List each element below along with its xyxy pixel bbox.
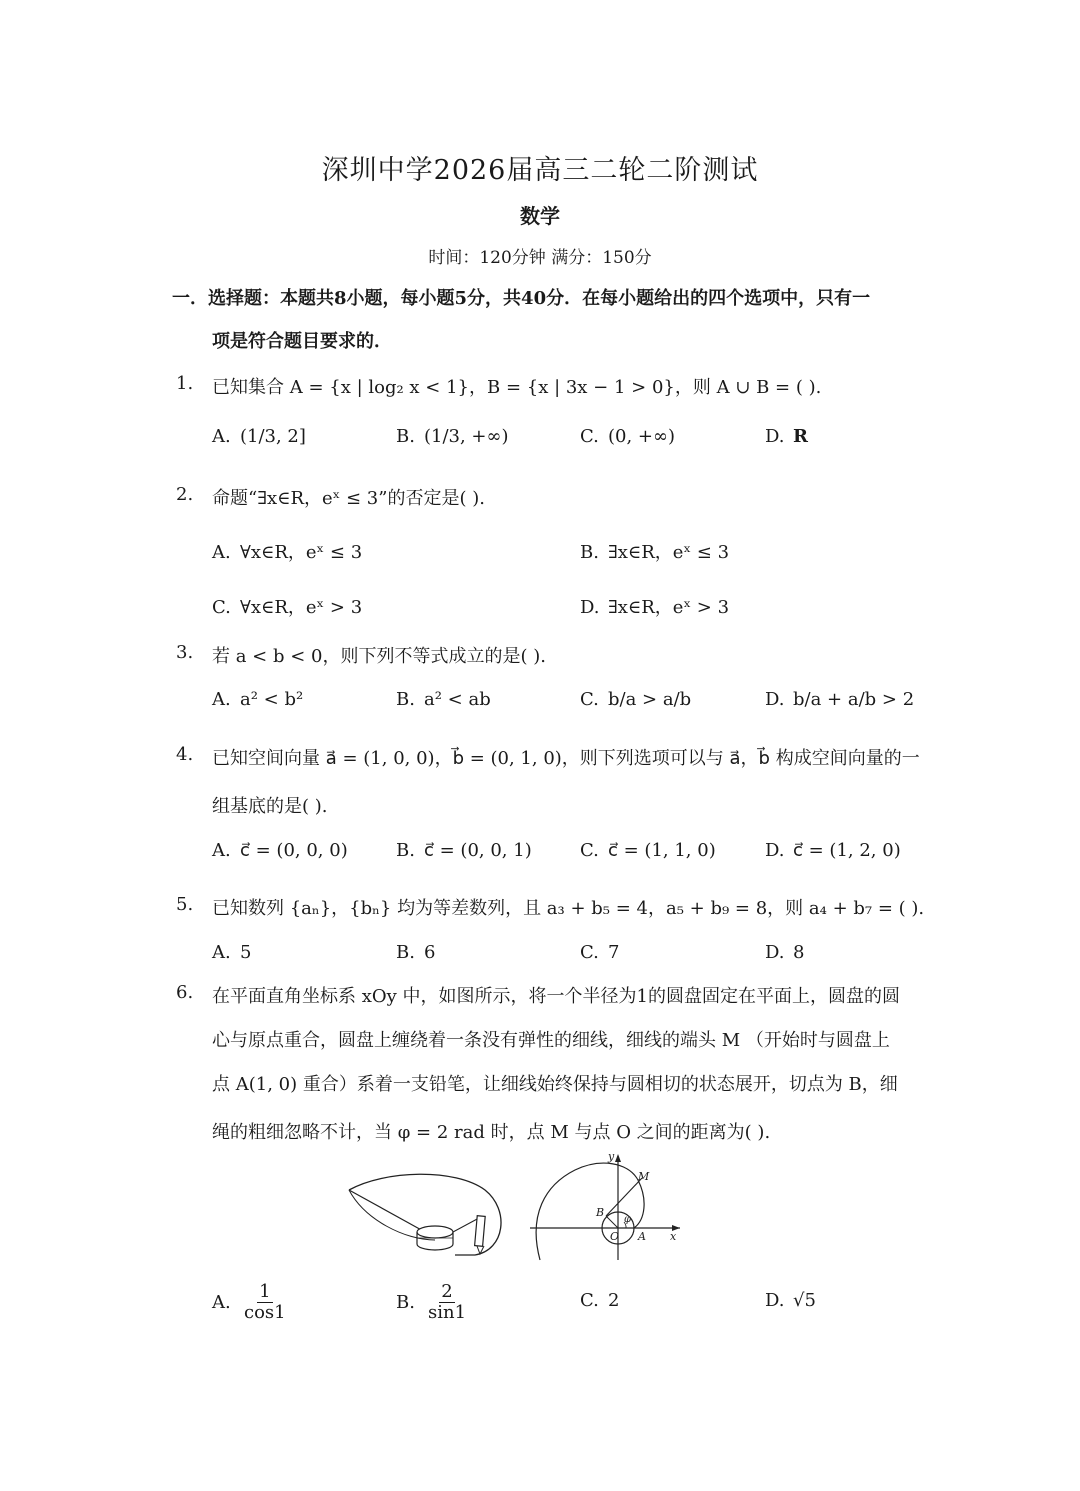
option-text: a² < b²: [240, 689, 304, 710]
involute-coordinate-figure: [520, 1150, 690, 1265]
figure-label-x: x: [670, 1230, 677, 1243]
subject-title: 数学: [520, 204, 560, 228]
q3-option-a: [212, 689, 303, 710]
q3-option-d: [765, 689, 914, 710]
figure-label-y: y: [608, 1150, 615, 1163]
option-text: 5: [240, 942, 252, 963]
figure-label-m: M: [638, 1170, 650, 1183]
question-6-stem-line4: 绳的粗细忽略不计，当 φ = 2 rad 时，点 M 与点 O 之间的距离为( ).: [212, 1122, 771, 1143]
q4-option-d: [765, 840, 901, 861]
option-label: A.: [212, 1291, 231, 1313]
option-label: C.: [580, 689, 599, 710]
q3-option-b: [396, 689, 491, 710]
option-label: D.: [765, 1290, 785, 1311]
q4-option-b: [396, 840, 532, 861]
fraction-denominator: sin1: [428, 1301, 467, 1323]
option-label: D.: [580, 597, 600, 618]
q6-option-c: [580, 1290, 619, 1311]
q4-option-a: [212, 840, 348, 861]
option-label: B.: [396, 1291, 415, 1313]
option-text: (0, +∞): [608, 426, 676, 447]
q1-option-b: [396, 426, 509, 447]
option-label: A.: [212, 689, 231, 710]
option-label: A.: [212, 840, 231, 861]
option-text: 8: [793, 942, 805, 963]
question-4-stem: 已知空间向量 a⃗ = (1, 0, 0)，b⃗ = (0, 1, 0)，则下列选项可以与 a⃗，b⃗ 构成空间向量的一: [212, 748, 920, 769]
question-6-stem-line2: 心与原点重合，圆盘上缠绕着一条没有弹性的细线，细线的端头 M （开始时与圆盘上: [212, 1030, 890, 1051]
option-label: B.: [396, 840, 415, 861]
option-label: C.: [580, 1290, 599, 1311]
section-heading-line1: 一．选择题：本题共8小题，每小题5分，共40分．在每小题给出的四个选项中，只有一: [172, 288, 871, 309]
option-text: 7: [608, 942, 620, 963]
question-3-stem: 若 a < b < 0，则下列不等式成立的是( ).: [212, 646, 546, 667]
q1-option-a: [212, 426, 306, 447]
q3-option-c: [580, 689, 691, 710]
question-1-stem: 已知集合 A = {x | log₂ x < 1}，B = {x | 3x − 1 > 0}，则 A ∪ B = ( ).: [212, 377, 822, 398]
option-label: C.: [580, 942, 599, 963]
option-label: A.: [212, 942, 231, 963]
option-text: ∀x∈R，eˣ ≤ 3: [240, 542, 363, 563]
q2-option-b: [580, 538, 729, 564]
option-label: A.: [212, 426, 231, 447]
q2-option-d: [580, 593, 729, 619]
q5-option-d: [765, 942, 804, 963]
q6-option-d: [765, 1290, 816, 1311]
figure-label-b: B: [596, 1206, 605, 1219]
figure-label-o: O: [610, 1230, 620, 1243]
question-4-number: 4.: [176, 744, 194, 765]
q2-option-a: [212, 538, 362, 564]
option-text: 2: [608, 1290, 620, 1311]
option-text: (1/3, +∞): [424, 426, 509, 447]
exam-title: 深圳中学2026届高三二轮二阶测试: [321, 155, 759, 186]
option-text: c⃗ = (1, 1, 0): [608, 840, 716, 861]
question-3-number: 3.: [176, 642, 194, 663]
option-label: B.: [396, 942, 415, 963]
question-4-stem-cont: 组基底的是( ).: [212, 796, 328, 817]
question-6-number: 6.: [176, 982, 194, 1003]
option-label: A.: [212, 542, 231, 563]
option-label: B.: [580, 542, 599, 563]
option-label: D.: [765, 689, 785, 710]
option-label: D.: [765, 942, 785, 963]
question-6-stem-line3: 点 A(1, 0) 重合）系着一支铅笔，让细线始终保持与圆相切的状态展开，切点为 B，细: [212, 1074, 898, 1095]
option-fraction: [242, 1282, 288, 1323]
option-text: ∃x∈R，eˣ ≤ 3: [608, 542, 730, 563]
question-5-number: 5.: [176, 894, 194, 915]
option-label: C.: [212, 597, 231, 618]
option-label: D.: [765, 840, 785, 861]
exam-meta: 时间：120分钟 满分：150分: [428, 248, 652, 268]
option-text: c⃗ = (0, 0, 1): [424, 840, 532, 861]
figure-label-phi: φ: [624, 1214, 632, 1225]
option-text: a² < ab: [424, 689, 491, 710]
option-label: D.: [765, 426, 785, 447]
option-text: R: [793, 426, 808, 447]
pencil-involute-illustration: [345, 1160, 515, 1270]
fraction-numerator: 1: [259, 1281, 271, 1302]
question-2-stem: 命题“∃x∈R，eˣ ≤ 3”的否定是( ).: [212, 488, 485, 509]
option-text: √5: [793, 1290, 816, 1311]
figure-label-a: A: [638, 1230, 646, 1243]
option-label: C.: [580, 426, 599, 447]
question-5-stem: 已知数列 {aₙ}，{bₙ} 均为等差数列，且 a₃ + b₅ = 4，a₅ + b₉ = 8，则 a₄ + b₇ = ( ).: [212, 898, 925, 919]
option-text: 6: [424, 942, 436, 963]
option-fraction: [426, 1282, 468, 1323]
section-heading-line2: 项是符合题目要求的．: [212, 331, 392, 352]
option-text: b/a + a/b > 2: [793, 689, 915, 710]
q2-option-c: [212, 593, 362, 619]
q5-option-c: [580, 942, 619, 963]
q1-option-d: [765, 426, 808, 447]
fraction-numerator: 2: [441, 1281, 453, 1302]
option-label: C.: [580, 840, 599, 861]
q5-option-a: [212, 942, 251, 963]
q1-option-c: [580, 426, 675, 447]
fraction-denominator: cos1: [244, 1301, 286, 1323]
option-text: (1/3, 2]: [240, 426, 306, 447]
option-text: ∀x∈R，eˣ > 3: [240, 597, 363, 618]
q5-option-b: [396, 942, 435, 963]
option-label: B.: [396, 426, 415, 447]
option-text: ∃x∈R，eˣ > 3: [608, 597, 730, 618]
q6-option-b: [396, 1282, 470, 1323]
option-text: c⃗ = (0, 0, 0): [240, 840, 348, 861]
option-text: c⃗ = (1, 2, 0): [793, 840, 901, 861]
option-label: B.: [396, 689, 415, 710]
question-1-number: 1.: [176, 373, 194, 394]
option-text: b/a > a/b: [608, 689, 692, 710]
question-2-number: 2.: [176, 484, 194, 505]
q4-option-c: [580, 840, 716, 861]
question-6-stem-line1: 在平面直角坐标系 xOy 中，如图所示，将一个半径为1的圆盘固定在平面上，圆盘的圆: [212, 986, 900, 1007]
q6-option-a: [212, 1282, 290, 1323]
